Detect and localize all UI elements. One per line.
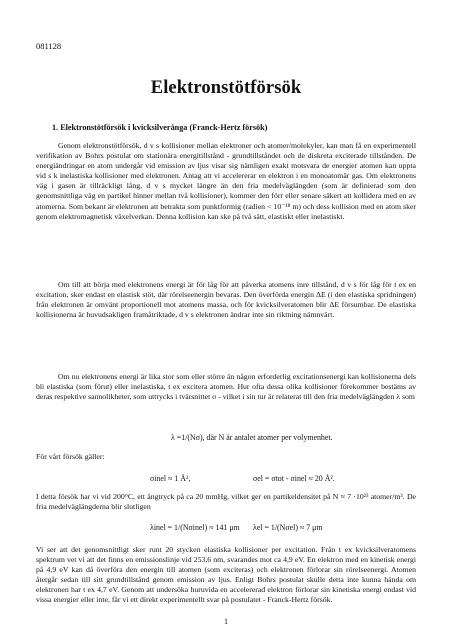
section-heading: 1. Elektronstötförsök i kvicksilverånga (Franck-Hertz försök): [52, 123, 268, 132]
label-for-experiment: För vårt försök gäller:: [36, 452, 105, 461]
page-number: 1: [224, 617, 228, 626]
formula-sigma-el: σel = σtot - σinel ≈ 20 Å².: [253, 474, 335, 483]
formula-sigma-inel: σinel ≈ 1 Å²,: [150, 474, 191, 483]
formula-lambda-el: λel = 1/(Nσel) ≈ 7 μm: [253, 523, 323, 532]
paragraph-elastic: Om till att börja med elektronens energi är för låg för att påverka atomens inre tillstånd, d v s för låg för t ex en excitation, sker endast en elastisk stöt, där rörelseenergin bevaras. Den överförda energin ΔE (i den elastiska spridningen) från elektronen är omvänt proportionell mot atomens massa, och för kvicksilveratomen blir ΔE försumbar. De elastiska kollisionerna är huvudsakligen framåtriktade, d v s elektronen ändrar inte sin riktning nämnvärt.: [36, 280, 416, 320]
document-date: 081128: [36, 41, 62, 51]
paragraph-inelastic: Om nu elektronens energi är lika stor som eller större än någon erforderlig excitationsenergi kan kollisionerna dels bli elastiska (som förut) eller inelastiska, t ex excitera atomen. Hur ofta dessa olika kollisioner förekommer bestäms av deras respektive sannolikheter, som uttrycks i tvärsnittet σ - vilket i sin tur är relaterat till den fria medelväglängden λ som: [36, 372, 416, 402]
formula-mean-free-path: λ =1/(Nσ), där N är antalet atomer per volymenhet.: [171, 433, 333, 442]
paragraph-intro: Genom elektronstötförsök, d v s kollisioner mellan elektroner och atomer/molekyler, kan man få en experimentell verifikation av Bohrs postulat om stationära energitillstånd - grundtillståndet och de diskreta exciterade tillstånden. De energiändringar en atom undergår vid emission av ljus visar sig nämligen exakt motsvara de energier atomen kan uppta vid s k inelastiska kollisioner med elektronen. Antag att vi accelererar en elektron i en monoatomär gas. Om elektronens väg i gasen är tillräckligt lång, d v s mycket längre än den fria medelväglängden (som är definierad som den genomsnittliga väg en partikel hinner mellan två kollisioner), kommer den förr eller senare säkert att kollidera med en av atomerna. Som bekant är elektronen att betrakta som punktformig (radien < 10⁻¹⁸ m) och dess kollision med en atom sker genom elektromagnetisk växelverkan. Denna kollision kan ske på två sätt, elastiskt eller inelastiskt.: [36, 141, 416, 221]
formula-lambda-inel: λinel = 1/(Nσinel) ≈ 141 μm: [150, 523, 240, 532]
document-title: Elektronstötförsök: [150, 78, 302, 98]
paragraph-density: I detta försök har vi vid 200°C, ett ångtryck på ca 20 mmHg, vilket ger en partikeldensitet på N ≈ 7 ·10²³ atomer/m³. De fria medelväglängderna blir slutligen: [36, 492, 416, 512]
paragraph-conclusion: Vi ser att det genomsnittligt sker runt 20 stycken elastiska kollisioner per excitation. Från t ex kvicksilveratomens spektrum vet vi att det finns en emissionslinje vid 253,6 nm, svarandes mot ca 4,9 eV. En elektron med en kinetisk energi på 4,9 eV kan då överföra den energin till atomen (som exciteras) och elektronen förlorar sin rörelseenergi. Atomen återgår sedan till sitt grundtillstånd genom emission av ljus. Enligt Bohrs postulat skulle detta inte kunna hända om elektronen har t ex 4,7 eV. Genom att undersöka huruvida en accelererad elektron förlorar sin kinetiska energi endast vid vissa energier eller inte, får vi ett direkt experimentellt svar på postulatet - Franck-Hertz försök.: [36, 545, 416, 605]
